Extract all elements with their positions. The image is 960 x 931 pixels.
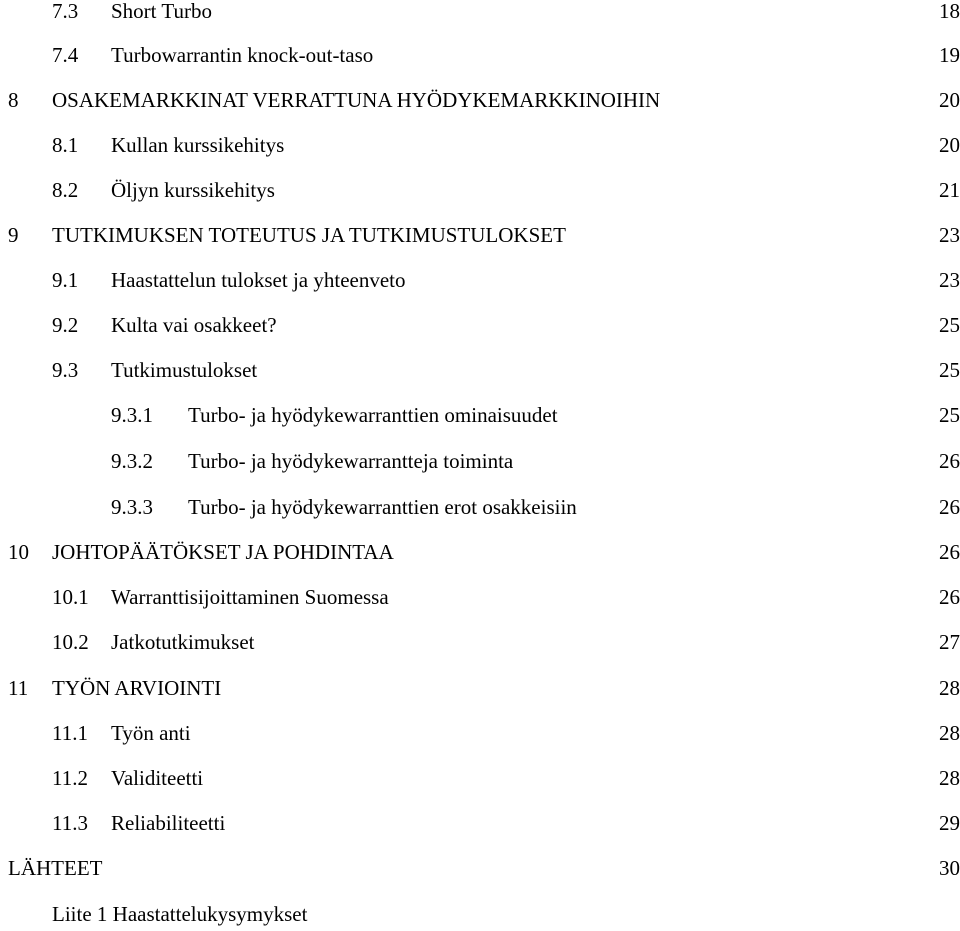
toc-entry-page: 28 bbox=[939, 676, 960, 700]
toc-entry-title: Turbo- ja hyödykewarranttien erot osakkeisiin bbox=[188, 495, 577, 519]
toc-entry-page: 18 bbox=[939, 0, 960, 23]
toc-entry-title: Haastattelun tulokset ja yhteenveto bbox=[111, 268, 406, 292]
toc-entry-number: 9.3.3 bbox=[111, 495, 153, 519]
toc-entry-number: 8.2 bbox=[52, 178, 79, 202]
toc-entry-page: 23 bbox=[939, 223, 960, 247]
toc-entry-title: Kullan kurssikehitys bbox=[111, 133, 285, 157]
toc-entry[interactable] bbox=[0, 853, 960, 883]
toc-entry-number: 9.2 bbox=[52, 313, 79, 337]
toc-entry[interactable] bbox=[0, 627, 960, 657]
toc-entry-title: OSAKEMARKKINAT VERRATTUNA HYÖDYKEMARKKINOIHIN bbox=[52, 88, 661, 112]
toc-entry-number: 9 bbox=[8, 223, 19, 247]
toc-entry[interactable] bbox=[0, 582, 960, 612]
toc-entry-title: Tutkimustulokset bbox=[111, 358, 258, 382]
toc-entry-page: 19 bbox=[939, 43, 960, 67]
toc-entry-number: 11.1 bbox=[52, 721, 88, 745]
toc-entry-page: 25 bbox=[939, 358, 960, 382]
toc-entry-title: Öljyn kurssikehitys bbox=[111, 178, 275, 202]
toc-entry-number: 10.1 bbox=[52, 585, 89, 609]
toc-entry[interactable] bbox=[0, 763, 960, 793]
toc-entry-page: 30 bbox=[939, 856, 960, 880]
toc-entry-title: TUTKIMUKSEN TOTEUTUS JA TUTKIMUSTULOKSET bbox=[52, 223, 566, 247]
toc-entry-number: 9.3.1 bbox=[111, 403, 153, 427]
toc-entry-number: 11.3 bbox=[52, 811, 88, 835]
toc-entry-page: 20 bbox=[939, 133, 960, 157]
toc-entry-number: 9.1 bbox=[52, 268, 79, 292]
toc-entry-title: Liite 1 Haastattelukysymykset bbox=[52, 902, 308, 926]
toc-entry-page: 28 bbox=[939, 766, 960, 790]
toc-entry[interactable] bbox=[0, 85, 960, 115]
toc-entry-number: 10 bbox=[8, 540, 29, 564]
toc-entry-title: Validiteetti bbox=[111, 766, 204, 790]
toc-entry[interactable] bbox=[0, 718, 960, 748]
toc-entry-title: Turbo- ja hyödykewarranttien ominaisuudet bbox=[188, 403, 558, 427]
toc-entry-number: 9.3.2 bbox=[111, 449, 153, 473]
toc-entry[interactable] bbox=[0, 130, 960, 160]
toc-entry[interactable] bbox=[0, 0, 960, 26]
toc-entry-title: Turbo- ja hyödykewarrantteja toiminta bbox=[188, 449, 514, 473]
toc-entry-number: 7.4 bbox=[52, 43, 79, 67]
toc-entry-title: Warranttisijoittaminen Suomessa bbox=[111, 585, 389, 609]
toc-entry[interactable] bbox=[0, 400, 960, 430]
toc-entry[interactable] bbox=[0, 355, 960, 385]
toc-entry-number: 8.1 bbox=[52, 133, 79, 157]
toc-entry-title: Työn anti bbox=[111, 721, 191, 745]
toc-entry-page: 25 bbox=[939, 313, 960, 337]
toc-entry-page: 26 bbox=[939, 449, 960, 473]
toc-entry[interactable] bbox=[0, 537, 960, 567]
toc-entry-page: 21 bbox=[939, 178, 960, 202]
toc-entry-title: Kulta vai osakkeet? bbox=[111, 313, 277, 337]
toc-entry-title: Jatkotutkimukset bbox=[111, 630, 255, 654]
toc-entry-page: 26 bbox=[939, 540, 960, 564]
toc-entry-title: TYÖN ARVIOINTI bbox=[52, 676, 222, 700]
toc-entry[interactable] bbox=[0, 220, 960, 250]
toc-entry[interactable] bbox=[0, 40, 960, 70]
toc-entry-page: 26 bbox=[939, 495, 960, 519]
toc-entry-title: Turbowarrantin knock-out-taso bbox=[111, 43, 374, 67]
toc-entry[interactable] bbox=[0, 310, 960, 340]
toc-entry[interactable] bbox=[0, 899, 960, 929]
toc-entry-title: LÄHTEET bbox=[8, 856, 103, 880]
toc-entry[interactable] bbox=[0, 808, 960, 838]
toc-entry-page: 20 bbox=[939, 88, 960, 112]
toc-entry-page: 27 bbox=[939, 630, 960, 654]
toc-entry-title: Short Turbo bbox=[111, 0, 212, 23]
toc-entry-page: 26 bbox=[939, 585, 960, 609]
toc-entry-page: 25 bbox=[939, 403, 960, 427]
toc-entry-page: 23 bbox=[939, 268, 960, 292]
toc-entry-number: 11.2 bbox=[52, 766, 88, 790]
toc-entry-number: 10.2 bbox=[52, 630, 89, 654]
toc-entry-number: 9.3 bbox=[52, 358, 79, 382]
toc-entry[interactable] bbox=[0, 492, 960, 522]
toc-entry-number: 8 bbox=[8, 88, 19, 112]
toc-entry[interactable] bbox=[0, 446, 960, 476]
toc-entry[interactable] bbox=[0, 175, 960, 205]
toc-entry-title: Reliabiliteetti bbox=[111, 811, 226, 835]
toc-entry-number: 7.3 bbox=[52, 0, 79, 23]
toc-entry-page: 28 bbox=[939, 721, 960, 745]
toc-entry-title: JOHTOPÄÄTÖKSET JA POHDINTAA bbox=[52, 540, 394, 564]
toc-entry-page: 29 bbox=[939, 811, 960, 835]
toc-entry[interactable] bbox=[0, 265, 960, 295]
toc-entry[interactable] bbox=[0, 673, 960, 703]
toc-entry-number: 11 bbox=[8, 676, 29, 700]
